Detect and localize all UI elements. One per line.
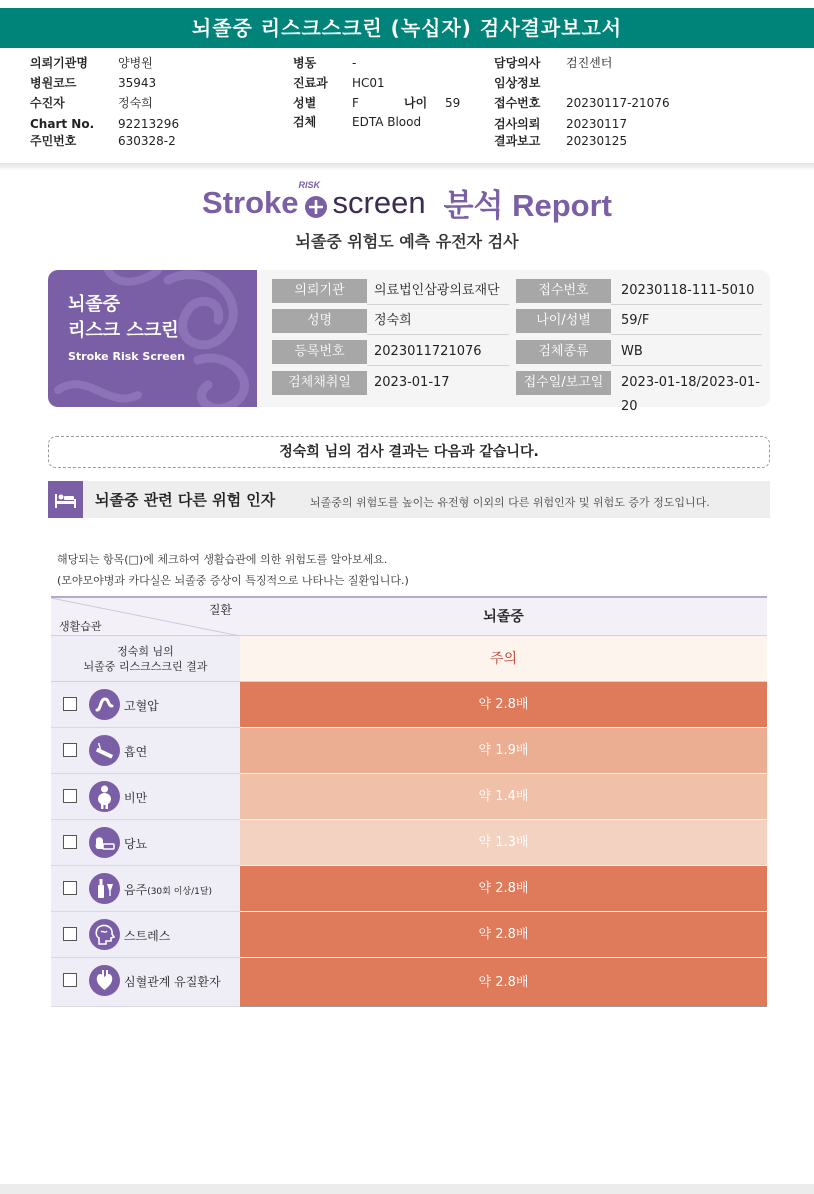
label-doctor: 담당의사 <box>494 56 541 70</box>
factor-name: 비만 <box>124 791 148 805</box>
label-sex: 성별 <box>293 96 317 110</box>
factor-name-main: 음주 <box>124 883 148 897</box>
label-specimen: 검체 <box>293 115 317 129</box>
info-key: 의뢰기관 <box>272 279 367 303</box>
brand-box <box>48 270 257 407</box>
info-key: 등록번호 <box>272 340 367 364</box>
hospital-bed-icon <box>48 481 83 518</box>
brand-line-2: 리스크 스크린 <box>68 320 179 341</box>
info-value: 의료법인삼광의료재단 <box>374 283 500 298</box>
value-hospital-code: 35943 <box>118 76 157 90</box>
result-label-line-2: 뇌졸중 리스크스크린 결과 <box>83 660 208 673</box>
factor-name: 심혈관계 유질환자 <box>124 975 221 989</box>
header-stroke: 뇌졸중 <box>240 598 767 636</box>
section-icon-box <box>48 481 83 518</box>
factor-risk-value: 약 1.9배 <box>240 728 767 774</box>
result-label-line-1: 정숙희 님의 <box>117 645 174 658</box>
factor-checkbox[interactable] <box>63 881 77 895</box>
risk-factor-table <box>51 596 767 1005</box>
section-header <box>48 481 770 518</box>
header-disease: 질환 <box>208 603 232 617</box>
factor-checkbox[interactable] <box>63 835 77 849</box>
label-receipt-no: 접수번호 <box>494 96 541 110</box>
logo-screen: screen <box>332 184 426 220</box>
result-label <box>51 636 240 682</box>
info-row <box>272 340 762 366</box>
factor-row-diabetes <box>51 820 767 866</box>
value-doctor: 검진센터 <box>566 56 613 70</box>
info-value: 2023-01-17 <box>374 375 450 390</box>
info-value: WB <box>621 344 643 359</box>
factor-row-cardiovascular <box>51 958 767 1007</box>
logo-cross-icon <box>303 194 329 220</box>
factor-name-sub: (30회 이상/1달) <box>147 887 213 897</box>
value-report-date: 20230125 <box>566 134 628 148</box>
value-request-date: 20230117 <box>566 117 628 131</box>
row-divider <box>611 334 762 335</box>
value-sex: F <box>352 96 359 110</box>
report-logo <box>0 180 814 224</box>
section-title: 뇌졸중 관련 다른 위험 인자 <box>95 491 276 509</box>
report-title-bar: 뇌졸중 리스크스크린 (녹십자) 검사결과보고서 <box>0 8 814 48</box>
factor-checkbox[interactable] <box>63 927 77 941</box>
page-bottom-bar <box>0 1184 814 1194</box>
label-age: 나이 <box>404 96 428 110</box>
factor-name: 당뇨 <box>124 837 148 851</box>
logo-risk-text: RISK <box>298 179 321 190</box>
factor-cell <box>51 912 240 958</box>
factor-cell <box>51 682 240 728</box>
label-resident-no: 주민번호 <box>30 134 77 148</box>
factor-cell <box>51 866 240 912</box>
header-divider <box>0 163 814 171</box>
label-patient: 수진자 <box>30 96 65 110</box>
value-ward: - <box>352 56 357 70</box>
info-value: 정숙희 <box>374 313 412 328</box>
label-hospital-code: 병원코드 <box>30 76 77 90</box>
alcohol-icon <box>89 873 120 904</box>
factor-name: 스트레스 <box>124 929 171 943</box>
info-key: 검체종류 <box>516 340 611 364</box>
logo-report: 분석 Report <box>443 188 612 223</box>
info-key: 접수일/보고일 <box>516 371 611 395</box>
row-divider <box>367 334 509 335</box>
factor-cell <box>51 820 240 866</box>
info-value: 2023-01-18/2023-01-20 <box>621 375 760 414</box>
diabetes-icon <box>89 827 120 858</box>
brand-line-1: 뇌졸중 <box>68 294 121 315</box>
label-clinical-info: 임상정보 <box>494 76 541 90</box>
value-department: HC01 <box>352 76 385 90</box>
smoking-icon <box>89 735 120 766</box>
label-department: 진료과 <box>293 76 328 90</box>
stress-icon <box>89 919 120 950</box>
label-request-date: 검사의뢰 <box>494 117 541 131</box>
factor-row-obesity <box>51 774 767 820</box>
label-report-date: 결과보고 <box>494 134 541 148</box>
value-chart-no: 92213296 <box>118 117 180 131</box>
label-ward: 병동 <box>293 56 317 70</box>
factor-risk-value: 약 2.8배 <box>240 958 767 1007</box>
value-patient: 정숙희 <box>118 96 153 110</box>
factor-risk-value: 약 1.3배 <box>240 820 767 866</box>
heart-disease-icon <box>89 965 120 996</box>
factor-name: 흡연 <box>124 745 148 759</box>
table-diagonal-header <box>51 598 240 636</box>
factor-name <box>124 881 212 898</box>
value-receipt-no: 20230117-21076 <box>566 96 670 110</box>
row-divider <box>611 304 762 305</box>
value-institution: 양병원 <box>118 56 153 70</box>
factor-row-smoking <box>51 728 767 774</box>
blood-pressure-icon <box>89 689 120 720</box>
factor-cell <box>51 728 240 774</box>
logo-stroke: Stroke <box>202 184 299 220</box>
patient-header <box>0 56 814 156</box>
logo-risk-mark <box>298 179 329 218</box>
label-chart-no: Chart No. <box>30 117 95 131</box>
report-subtitle: 뇌졸중 위험도 예측 유전자 검사 <box>295 232 519 251</box>
factor-row-hypertension <box>51 682 767 728</box>
result-value: 주의 <box>240 636 767 682</box>
brand-line-3: Stroke Risk Screen <box>68 350 186 363</box>
row-divider <box>367 365 509 366</box>
factor-risk-value: 약 2.8배 <box>240 682 767 728</box>
value-resident-no: 630328-2 <box>118 134 176 148</box>
factor-row-stress <box>51 912 767 958</box>
disease-note: (모야모야병과 카다실은 뇌졸중 증상이 특징적으로 나타나는 질환입니다.) <box>57 574 409 587</box>
label-institution: 의뢰기관명 <box>30 56 88 70</box>
info-value: 20230118-111-5010 <box>621 283 755 298</box>
info-key: 나이/성별 <box>516 309 611 333</box>
instruction-note: 해당되는 항목(□)에 체크하여 생활습관에 의한 위험도를 알아보세요. <box>57 553 388 566</box>
factor-checkbox[interactable] <box>63 789 77 803</box>
info-row <box>272 309 762 335</box>
info-key: 검체채취일 <box>272 371 367 395</box>
value-specimen: EDTA Blood <box>352 115 422 129</box>
info-row <box>272 371 762 414</box>
row-divider <box>367 304 509 305</box>
section-description: 뇌졸중의 위험도를 높이는 유전형 이외의 다른 위험인자 및 위험도 증가 정도입니다. <box>310 496 710 509</box>
factor-cell <box>51 958 240 1007</box>
row-divider <box>611 365 762 366</box>
value-age: 59 <box>445 96 461 110</box>
factor-risk-value: 약 2.8배 <box>240 912 767 958</box>
info-key: 접수번호 <box>516 279 611 303</box>
factor-checkbox[interactable] <box>63 973 77 987</box>
factor-checkbox[interactable] <box>63 743 77 757</box>
info-value: 59/F <box>621 313 650 328</box>
factor-risk-value: 약 1.4배 <box>240 774 767 820</box>
info-key: 성명 <box>272 309 367 333</box>
header-habit: 생활습관 <box>59 620 102 633</box>
factor-checkbox[interactable] <box>63 697 77 711</box>
factor-cell <box>51 774 240 820</box>
result-message: 정숙희 님의 검사 결과는 다음과 같습니다. <box>48 436 770 468</box>
factor-name: 고혈압 <box>124 699 159 713</box>
factor-risk-value: 약 2.8배 <box>240 866 767 912</box>
factor-row-alcohol <box>51 866 767 912</box>
info-value: 2023011721076 <box>374 344 482 359</box>
obesity-icon <box>89 781 120 812</box>
info-row <box>272 279 762 305</box>
